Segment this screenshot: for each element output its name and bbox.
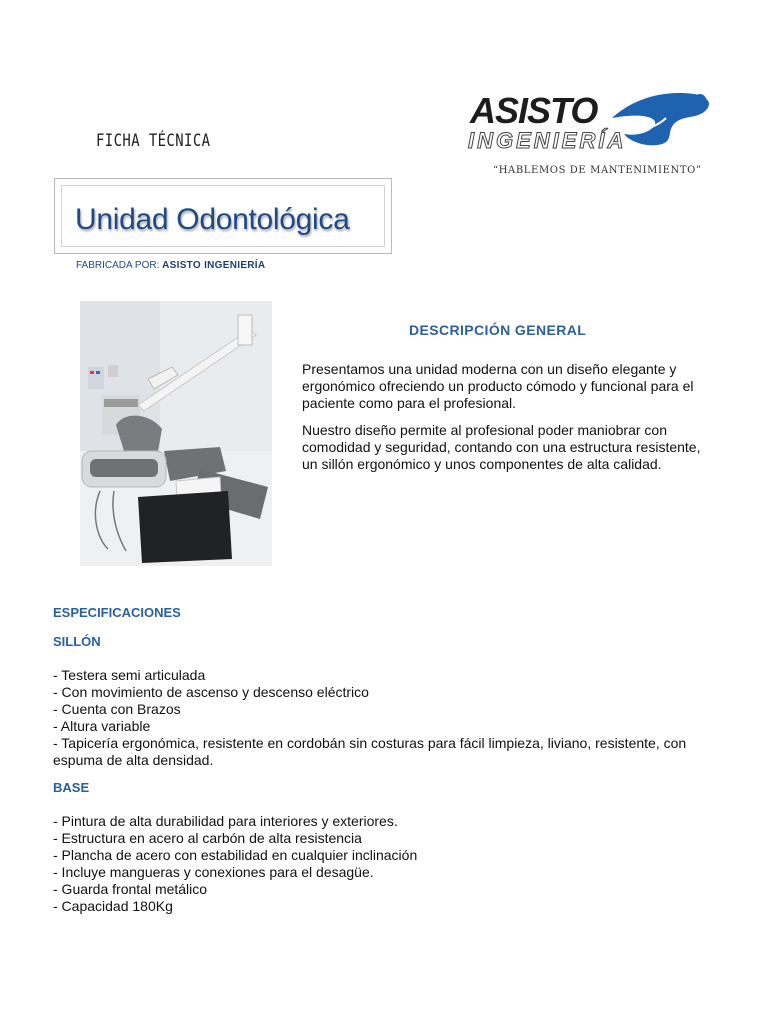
manufacturer-label: FABRICADA POR: bbox=[76, 260, 160, 271]
specifications-heading: ESPECIFICACIONES bbox=[53, 605, 181, 620]
page-title: Unidad Odontológica bbox=[75, 203, 350, 236]
title-box bbox=[54, 178, 392, 254]
sillon-heading: SILLÓN bbox=[53, 634, 101, 649]
list-item: - Plancha de acero con estabilidad en cualquier inclinación bbox=[53, 847, 418, 863]
logo-brand-line2: INGENIERÍA bbox=[468, 128, 627, 153]
description-paragraph-2: Nuestro diseño permite al profesional poder maniobrar con comodidad y seguridad, contando con una estructura resistente, un sillón ergonómico y unos componentes de alta calidad. bbox=[302, 422, 701, 472]
base-heading: BASE bbox=[53, 780, 90, 795]
manufacturer-line bbox=[76, 260, 265, 271]
manufacturer-value: ASISTO INGENIERÍA bbox=[162, 260, 266, 271]
list-item: - Incluye mangueras y conexiones para el desagüe. bbox=[53, 864, 374, 880]
document-label: FICHA TÉCNICA bbox=[96, 131, 211, 151]
logo-brand-line1: ASISTO bbox=[470, 90, 598, 131]
dental-unit-photo bbox=[80, 301, 272, 566]
list-item: - Pintura de alta durabilidad para interiores y exteriores. bbox=[53, 813, 398, 829]
list-item: - Con movimiento de ascenso y descenso eléctrico bbox=[53, 684, 369, 700]
description-heading: DESCRIPCIÓN GENERAL bbox=[409, 322, 587, 338]
list-item: - Cuenta con Brazos bbox=[53, 701, 181, 717]
base-spec-list bbox=[53, 813, 713, 915]
list-item: - Altura variable bbox=[53, 718, 151, 734]
company-logo bbox=[466, 88, 716, 160]
list-item: - Guarda frontal metálico bbox=[53, 881, 208, 897]
logo-slogan: “HABLEMOS DE MANTENIMIENTO” bbox=[493, 165, 702, 176]
list-item: - Testera semi articulada bbox=[53, 667, 206, 683]
list-item: - Capacidad 180Kg bbox=[53, 898, 173, 914]
list-item: - Estructura en acero al carbón de alta resistencia bbox=[53, 830, 362, 846]
description-paragraph-1: Presentamos una unidad moderna con un diseño elegante y ergonómico ofreciendo un producto cómodo y funcional para el paciente como para el profesional. bbox=[302, 361, 694, 411]
list-item: - Tapicería ergonómica, resistente en cordobán sin costuras para fácil limpieza, liviano, resistente, con espuma de alta densidad. bbox=[53, 735, 687, 768]
sillon-spec-list bbox=[53, 667, 713, 769]
